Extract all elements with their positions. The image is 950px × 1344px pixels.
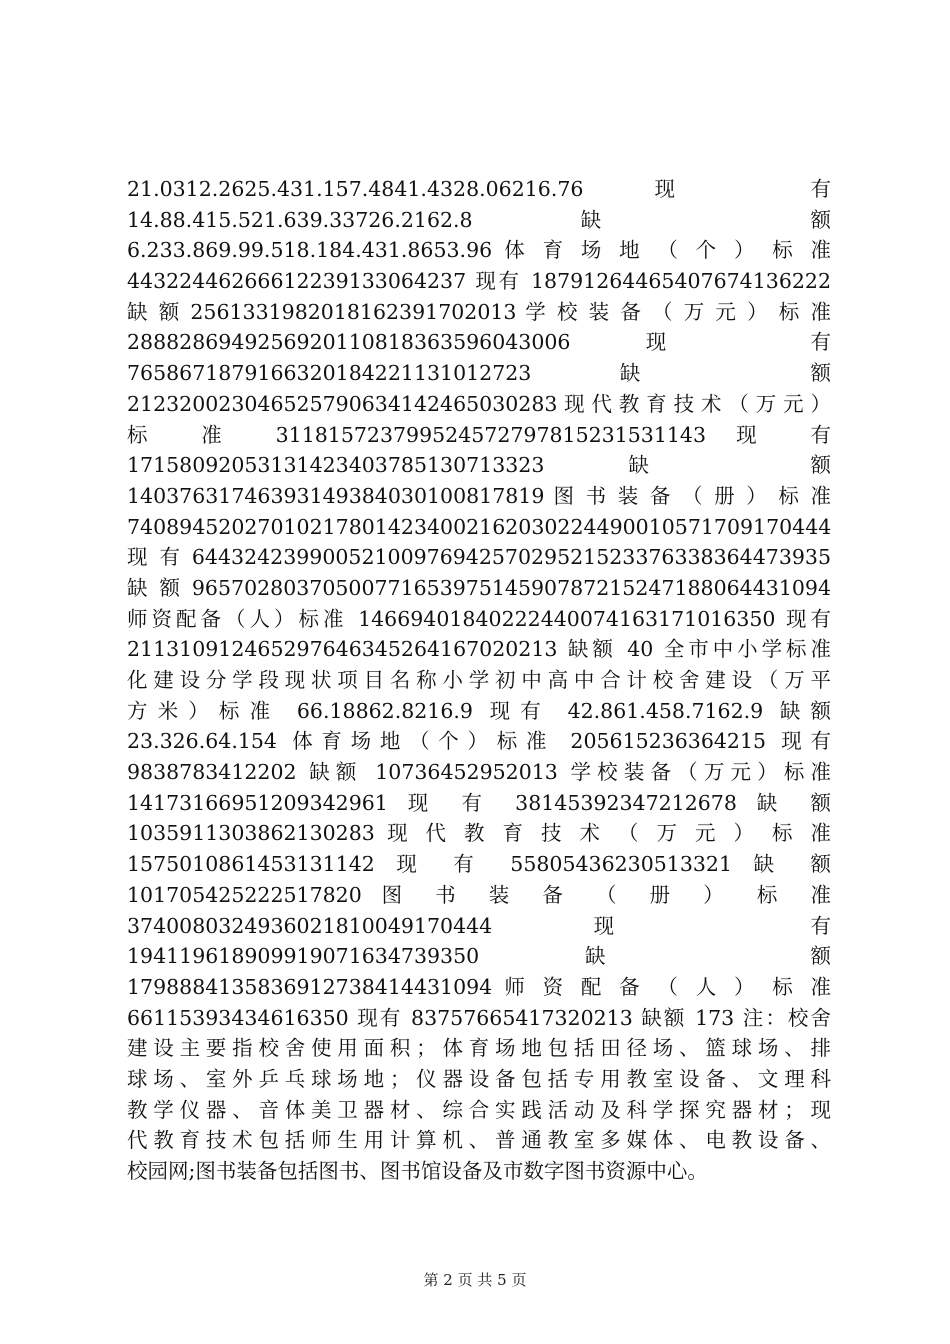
text-line: 校园网;图书装备包括图书、图书馆设备及市数字图书资源中心。 — [127, 1159, 708, 1183]
page-number-footer: 第 2 页 共 5 页 — [423, 1271, 527, 1289]
text-line: 缺 额 965702803705007716539751459078721524718806443109​4 — [127, 575, 831, 600]
text-line: 教学仪器、音体美卫器材、综合实践活动及科学探究器材；现 — [127, 1097, 831, 1122]
text-line: 374008032493602181004917044​4 现 有 — [127, 913, 831, 938]
text-line: 179888413583691273841443109​4 师 资 配 备 （ 人 ） 标 准 — [127, 974, 831, 999]
text-line: 101705425222517820 图 书 装 备 （ 册 ） 标 准 — [127, 882, 831, 907]
text-line: 6.233.869.99.518.184.431.8653.96 体 育 场 地 （ 个 ） 标 准 — [127, 238, 831, 263]
text-line: 23.326.64.154 体育场地（个）标准 205615236364215 现有 — [127, 729, 831, 754]
text-line: 14.88.415.521.639.33726.2162.8 缺 额 — [127, 207, 831, 232]
document-body-text — [127, 174, 831, 1187]
text-line: 2123200230465257906341424650302​83 现 代 教 育 技 术 （ 万 元 ） — [127, 391, 831, 416]
text-line: 1575010861453131142 现 有 55805436230513321 缺 额 — [127, 852, 831, 877]
text-line: 建设主要指校舍使用面积；体育场地包括田径场、篮球场、排 — [127, 1036, 831, 1061]
text-line: 缺 额 2561331982018162391702013 学 校 装 备 （ 万 元 ） 标 准 — [127, 299, 831, 324]
text-line: 9838783412202 缺额 1073645295201​3 学校装备（万元）标准 — [127, 760, 831, 785]
text-line: 1715809205313142340378513071332​3 缺 额 — [127, 453, 831, 478]
text-line: 1035911303862130283 现 代 教 育 技 术 （ 万 元 ） 标 准 — [127, 821, 831, 846]
text-line: 方米）标准 66.18862.8216.9 现有 42.861.458.7162.9 缺额 — [127, 698, 831, 723]
text-line: 化建设分学段现状项目名称小学初中高中合计校舍建设（万平 — [127, 668, 831, 692]
text-line: 194119618909919071634739350 缺 额 — [127, 944, 831, 969]
text-line: 2888286949256920110818363596043006 现 有 — [127, 330, 831, 355]
text-line: 66115393434616350 现有 83757665417320213 缺额 173 注：校舍 — [127, 1005, 831, 1030]
text-line: 师资配备（人）标准 1466940184022244007416317101635​0 现有 — [127, 606, 831, 631]
text-line: 2113109124652976463452641670202​13 缺额 40 全市中小学标准 — [127, 637, 831, 662]
text-line: 球场、室外乒乓球场地；仪器设备包括专用教室设备、文理科 — [127, 1066, 831, 1091]
text-line: 1403763174639314938403010081781​9 图 书 装 备 （ 册 ） 标 准 — [127, 483, 831, 508]
text-line: 7408945202701021780142340021620302244900105717091704​44 — [127, 514, 832, 539]
text-line: 21.0312.2625.431.157.4841.4328.06216.76 现 有 — [127, 177, 831, 201]
text-line: 标 准 3118157237995245727978152315311​43 现 有 — [127, 422, 831, 447]
text-line: 1417316695120934296​1 现 有 3814539234721267​8 缺 额 — [127, 790, 831, 815]
text-line: 44322446266612239133064237 现有 18791264465407674136222​ — [127, 269, 831, 294]
text-line: 现 有 6443242399005210097694257029521523376338364473935​ — [127, 545, 831, 570]
text-line: 代教育技术包括师生用计算机、普通教室多媒体、电教设备、 — [127, 1128, 831, 1153]
text-line: 7658671879166320184221131012723 缺 额 — [127, 361, 831, 386]
